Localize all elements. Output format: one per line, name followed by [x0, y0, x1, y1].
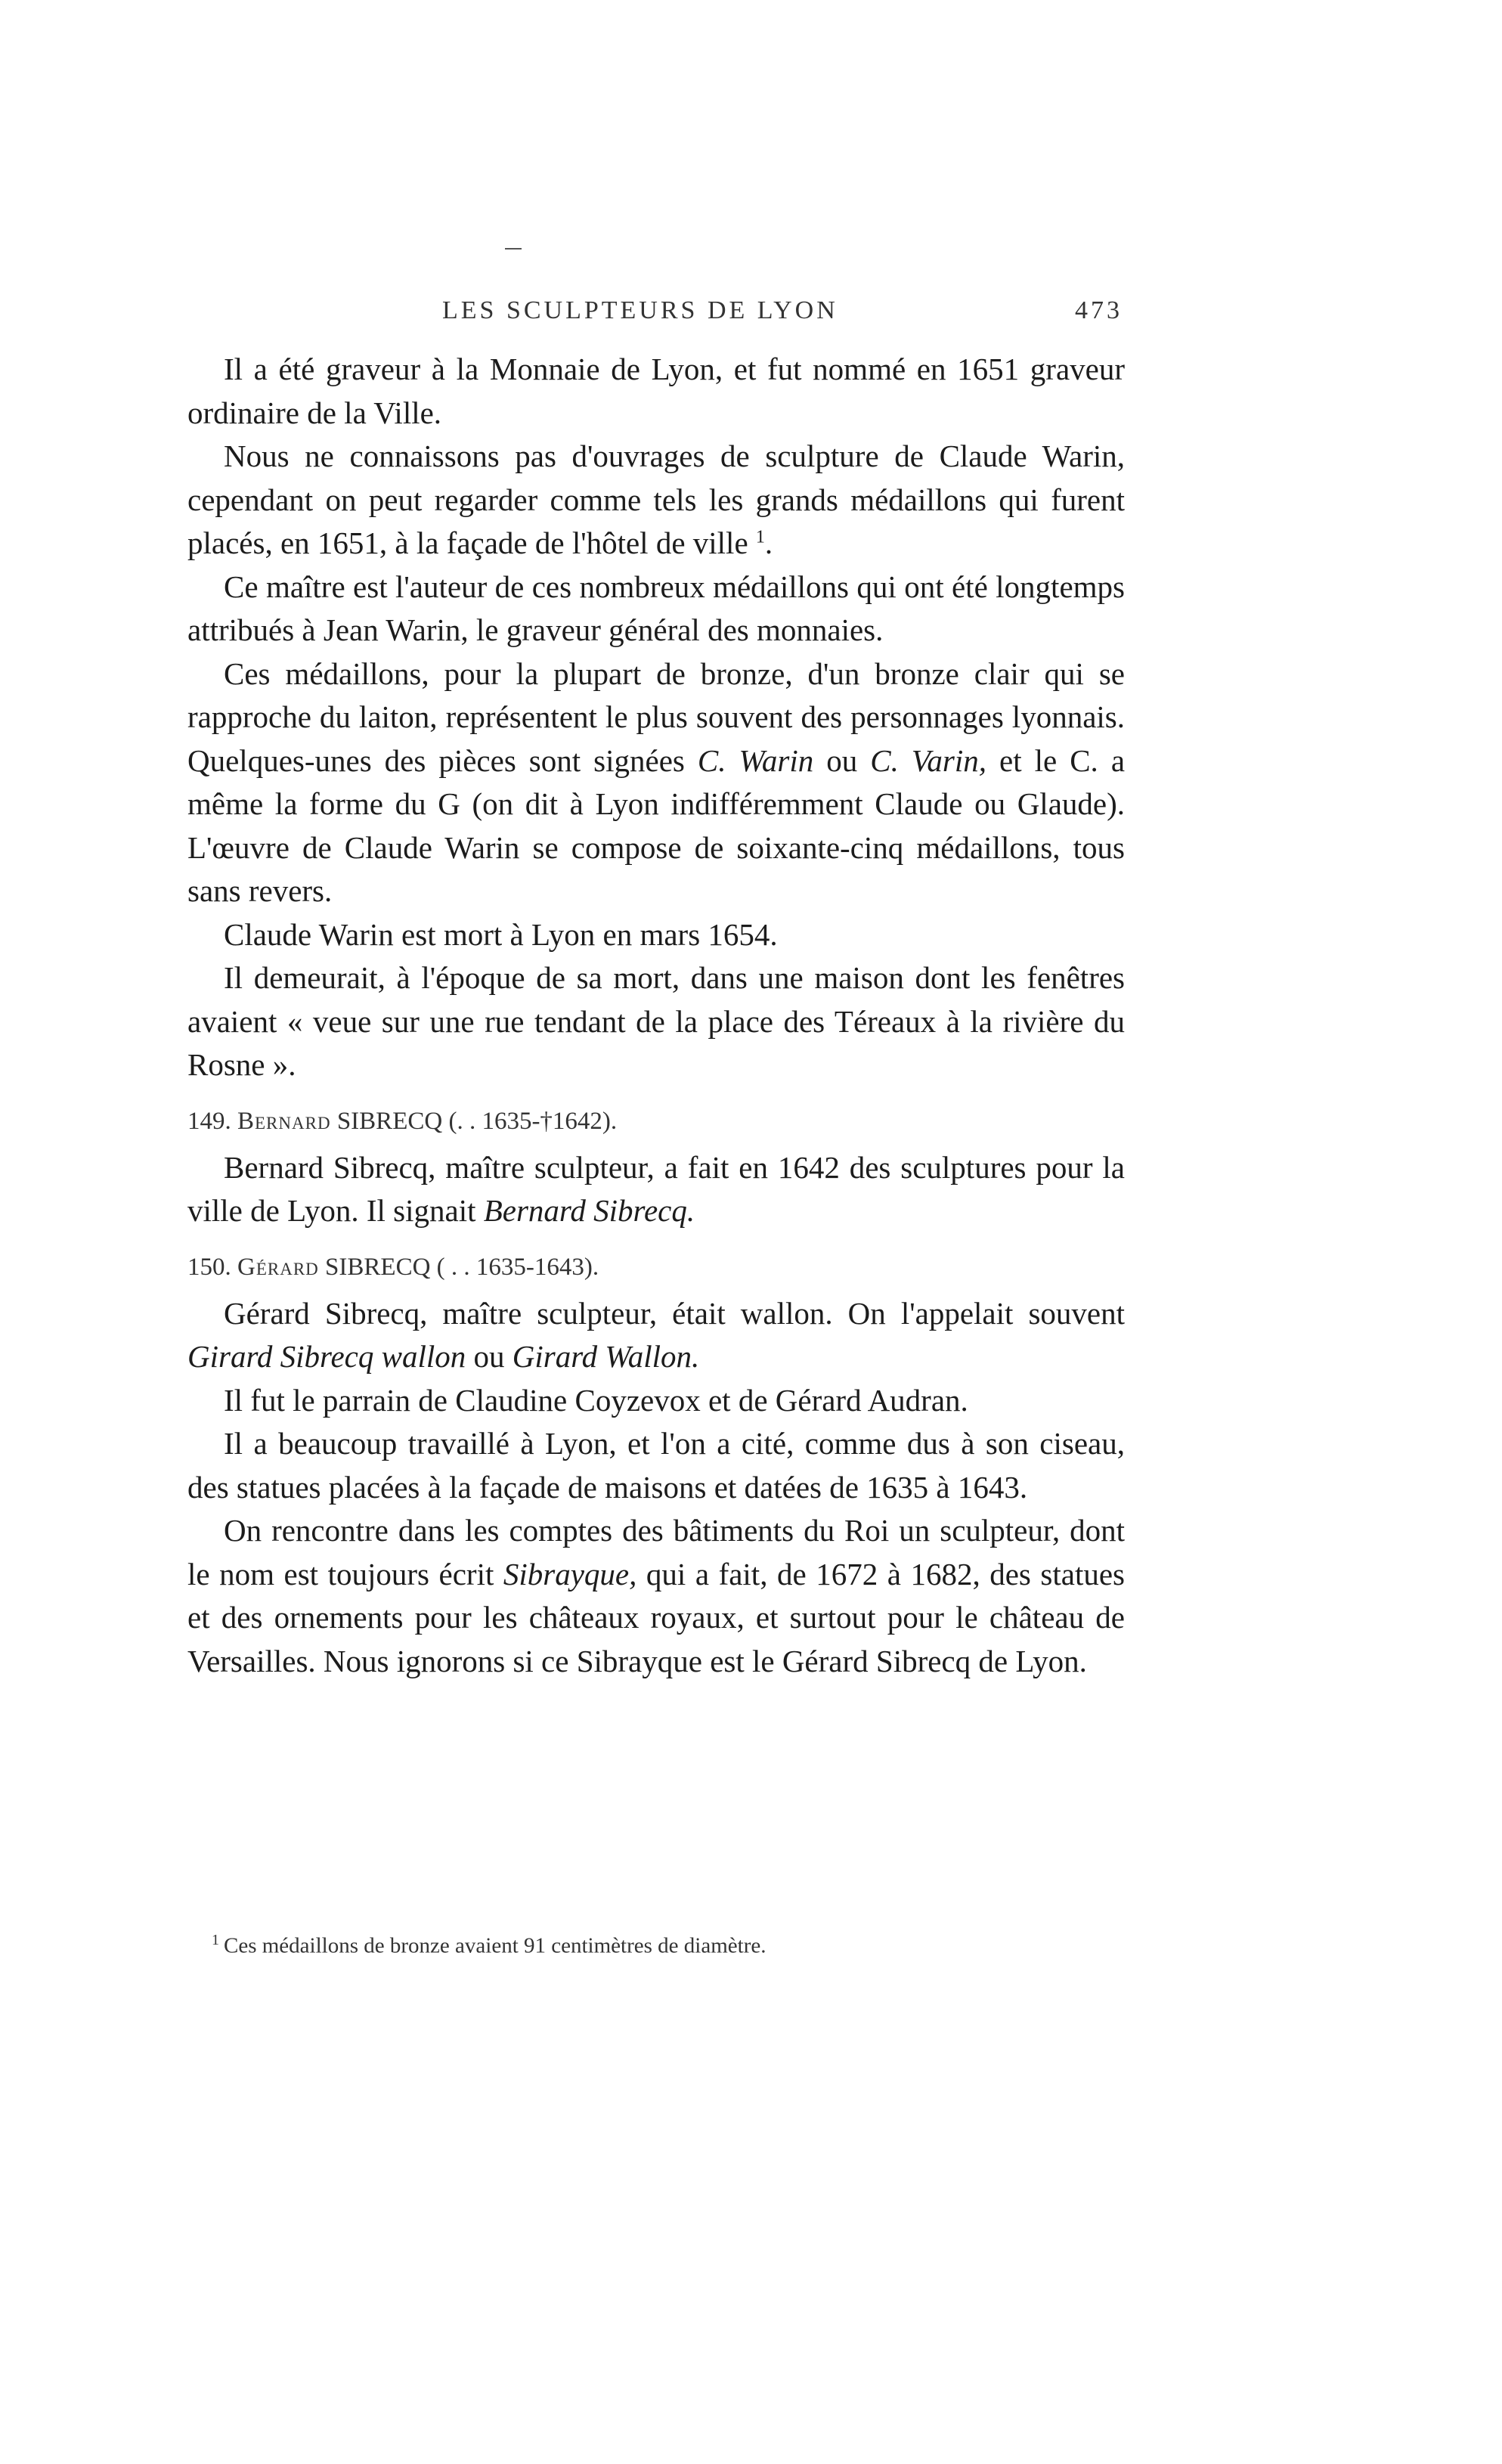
- italic-signature: C. Varin,: [870, 742, 986, 778]
- paragraph-text: Gérard Sibrecq, maître sculpteur, était wallon. On l'appelait souvent: [224, 1295, 1125, 1331]
- paragraph-bernard-sibrecq: [187, 1146, 1125, 1233]
- italic-signature: C. Warin: [697, 742, 814, 778]
- paragraph-sibrayque: [187, 1509, 1125, 1683]
- footnote-text: Ces médaillons de bronze avaient 91 centimètres de diamètre.: [224, 1933, 766, 1958]
- paragraph-residence: [187, 956, 1125, 1087]
- printer-dash-mark: [505, 248, 522, 249]
- paragraph-death: [187, 913, 1125, 957]
- paragraph-text: Il a beaucoup travaillé à Lyon, et l'on a cité, comme dus à son ciseau, des statues placées à la façade de maisons et datées de 1635 à 1643.: [187, 1426, 1125, 1505]
- entry-surname: SIBRECQ: [336, 1107, 443, 1135]
- paragraph-medaillons-bronze: [187, 652, 1125, 913]
- italic-name: Girard Wallon.: [512, 1339, 700, 1374]
- italic-name: Girard Sibrecq wallon: [187, 1339, 466, 1374]
- entry-number: 149.: [187, 1107, 231, 1135]
- italic-name: Sibrayque,: [503, 1556, 637, 1592]
- entry-dates: ( . . 1635-1643).: [436, 1253, 599, 1281]
- page-number: 473: [1075, 296, 1123, 324]
- paragraph-jean-warin: [187, 566, 1125, 652]
- paragraph-statues-lyon: [187, 1422, 1125, 1509]
- footnote: [212, 1932, 766, 1959]
- page-header: [215, 296, 1123, 334]
- paragraph-text: Claude Warin est mort à Lyon en mars 1654.: [224, 916, 778, 952]
- entry-heading-149: [187, 1102, 1125, 1140]
- paragraph-text: Il a été graveur à la Monnaie de Lyon, et fut nommé en 1651 graveur ordinaire de la Ville.: [187, 352, 1125, 430]
- paragraph-text: Ce maître est l'auteur de ces nombreux médaillons qui ont été longtemps attribués à Jean Warin, le graveur général des monnaies.: [187, 569, 1125, 647]
- running-title: LES SCULPTEURS DE LYON: [442, 296, 838, 324]
- entry-heading-150: [187, 1248, 1125, 1286]
- paragraph-gerard-wallon: [187, 1292, 1125, 1379]
- paragraph-text: Il demeurait, à l'époque de sa mort, dans une maison dont les fenêtres avaient « veue sur une rue tendant de la place des Téreaux à la rivière du Rosne ».: [187, 960, 1125, 1082]
- punctuation: .: [764, 525, 773, 560]
- paragraph-text: Il fut le parrain de Claudine Coyzevox et de Gérard Audran.: [224, 1382, 968, 1418]
- footnote-reference: 1: [755, 527, 765, 547]
- paragraph-graveur-monnaie: [187, 348, 1125, 435]
- paragraph-text: Ces médaillons, pour la plupart de bronze, d'un bronze clair qui se rapproche du laiton, représentent le plus souvent des personnages lyonnais. Quelques-unes des pièces sont signées: [187, 656, 1125, 778]
- paragraph-medaillons-hotel-de-ville: [187, 435, 1125, 566]
- italic-signature: Bernard Sibrecq.: [483, 1193, 695, 1228]
- paragraph-text: et le C. a même la forme du G (on dit à Lyon indifféremment Claude ou Glaude). L'œuvre de Claude Warin se compose de soixante-cinq médaillons, tous sans revers.: [187, 742, 1126, 908]
- paragraph-text: Bernard Sibrecq, maître sculpteur, a fait en 1642 des sculptures pour la ville de Lyon. Il signait: [187, 1149, 1125, 1228]
- paragraph-parrain: [187, 1379, 1125, 1423]
- paragraph-text: Nous ne connaissons pas d'ouvrages de sculpture de Claude Warin, cependant on peut regarder comme tels les grands médaillons qui furent placés, en 1651, à la façade de l'hôtel de ville: [187, 439, 1125, 560]
- paragraph-text: qui a fait, de 1672 à 1682, des statues et des ornements pour les châteaux royaux, et surtout pour le château de Versailles. Nous ignorons si ce Sibrayque est le Gérard Sibrecq de Lyon.: [187, 1556, 1125, 1678]
- entry-first-name: Gérard: [237, 1253, 319, 1281]
- paragraph-text: ou: [473, 1339, 505, 1374]
- entry-surname: SIBRECQ: [325, 1253, 431, 1281]
- entry-dates: (. . 1635-†1642).: [448, 1107, 618, 1135]
- paragraph-text: On rencontre dans les comptes des bâtiments du Roi un sculpteur, dont le nom est toujours écrit: [187, 1513, 1125, 1592]
- entry-number: 150.: [187, 1253, 231, 1281]
- main-text: [187, 348, 1125, 1683]
- footnote-mark: 1: [212, 1932, 219, 1948]
- paragraph-text: ou: [826, 742, 858, 778]
- entry-first-name: Bernard: [237, 1107, 331, 1135]
